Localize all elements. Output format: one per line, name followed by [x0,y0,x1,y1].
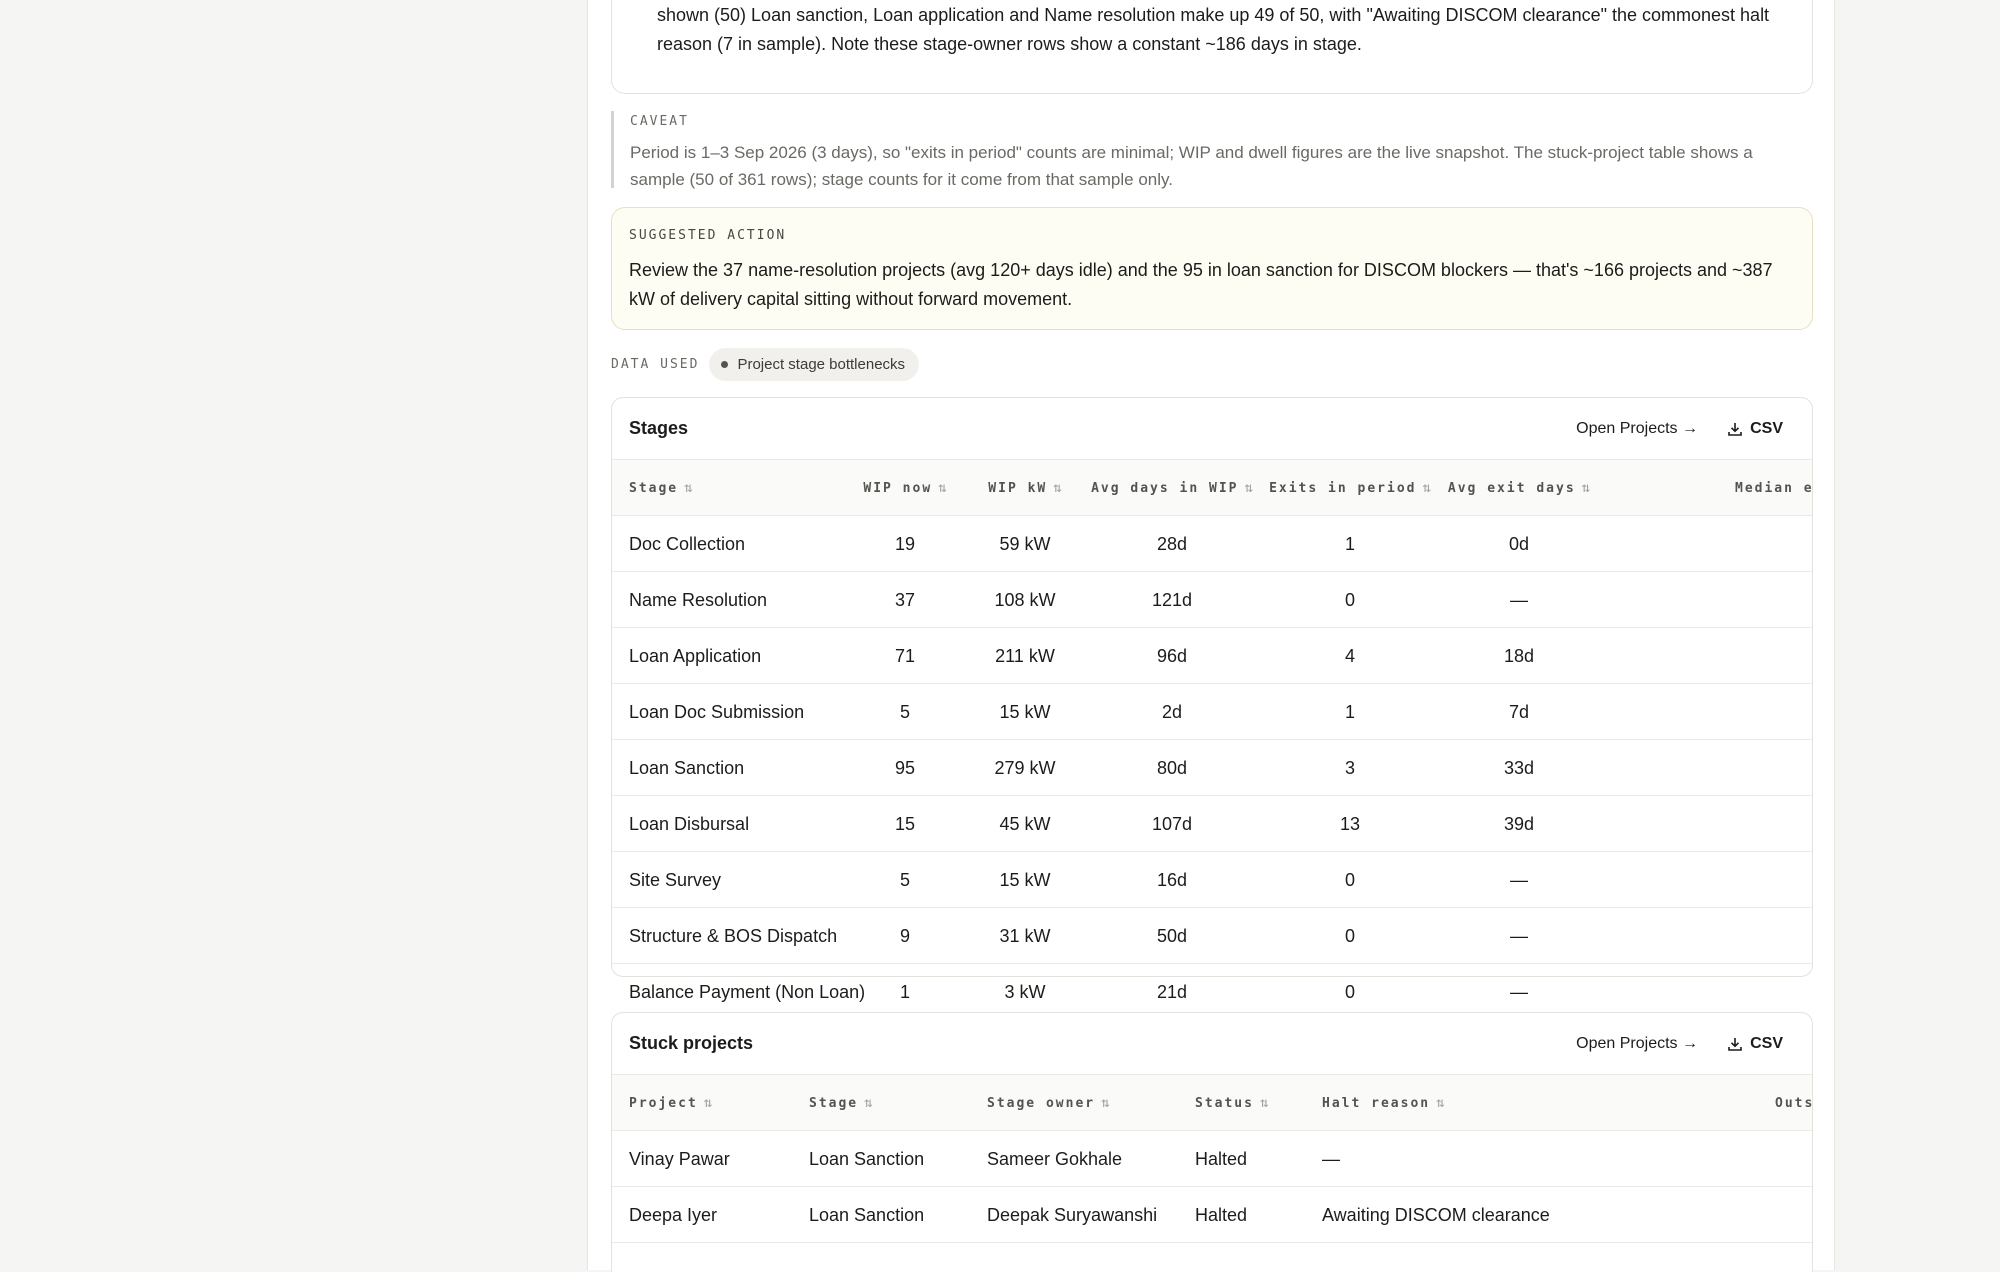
stage-col-header[interactable] [629,460,693,516]
table-cell: Doc Collection [629,533,746,554]
csv-download-button[interactable] [1727,417,1783,441]
column-label: Stage owner [987,1095,1096,1111]
summary-list [657,0,1787,59]
stuck-col-header[interactable] [987,1075,1110,1131]
stuck-col-header[interactable] [1322,1075,1445,1131]
table-cell: Deepa Iyer [629,1204,718,1225]
suggested-action-text: Review the 37 name-resolution projects (avg 120+ days idle) and the 95 in loan sanction for DISCOM blockers — that's ~166 projects and ~387 kW of delivery capital sitting without forward movement. [629,260,1773,309]
stage-col-header[interactable] [1439,460,1599,516]
stages-panel [611,397,1814,1002]
table-cell: Loan Sanction [809,1148,925,1169]
table-cell: 50d [1156,925,1188,946]
open-projects-link[interactable]: Open Projects → [1576,1035,1698,1052]
table-cell: 39d [1503,813,1535,834]
table-cell: 28d [1156,533,1188,554]
table-cell: 2d [1161,701,1183,722]
table-cell: 45 kW [999,813,1051,834]
table-cell: Halted [1195,1148,1248,1169]
csv-label: CSV [1750,420,1783,437]
table-cell: — [1510,925,1528,946]
data-used [611,347,919,381]
column-label: Stage [809,1095,859,1111]
table-cell: 5 [899,701,910,722]
table-cell: 279 kW [994,757,1056,778]
stuck-projects-title: Stuck projects [629,1033,754,1053]
table-cell: 15 kW [999,701,1051,722]
table-cell: Loan Doc Submission [629,701,805,722]
suggested-action-card [611,207,1813,330]
table-cell: 5 [899,869,910,890]
sort-arrows-icon[interactable]: ⇅ [1053,480,1062,496]
stuck-col-header[interactable] [809,1075,873,1131]
table-cell: — [1322,1148,1340,1169]
table-row[interactable] [612,1187,1812,1243]
data-used-label: DATA USED [611,356,700,372]
table-cell: Structure & BOS Dispatch [629,925,838,946]
table-cell: Name Resolution [629,589,768,610]
table-row[interactable] [612,1131,1812,1187]
table-cell: 37 [894,589,916,610]
sort-arrows-icon[interactable]: ⇅ [1244,480,1253,496]
suggested-action-label: SUGGESTED ACTION [629,228,787,243]
table-cell: 107d [1151,813,1193,834]
table-row[interactable] [612,908,1812,964]
download-icon [1727,1036,1743,1052]
csv-download-button[interactable] [1727,1032,1783,1056]
column-label: Median e [1735,480,1814,496]
column-label: WIP now [863,480,933,496]
stage-col-header[interactable] [1735,460,1814,516]
column-label: Avg days in WIP [1091,480,1239,496]
stage-col-header[interactable] [842,460,968,516]
table-cell: Halted [1195,1204,1248,1225]
download-icon [1727,421,1743,437]
table-cell: 0 [1344,925,1355,946]
table-cell: 1 [1344,701,1355,722]
stage-col-header[interactable] [1260,460,1440,516]
stages-table-header [612,460,1812,516]
summary-bullet: • shown (50) Loan sanction, Loan application and Name resolution make up 49 of 50, with "Awaiting DISCOM clearance" the commonest halt reason (7 in sample). Note these stage-owner rows show a constant ~186 days in stage. [657,0,1787,59]
table-cell: 19 [894,533,916,554]
table-cell: 0 [1344,869,1355,890]
dot-icon [721,361,728,368]
stages-title: Stages [629,418,689,438]
sort-arrows-icon[interactable]: ⇅ [1436,1095,1445,1111]
sort-arrows-icon[interactable]: ⇅ [684,480,693,496]
table-cell: 15 kW [999,869,1051,890]
stuck-table-header [612,1075,1815,1131]
table-cell: Awaiting DISCOM clearance [1322,1204,1550,1225]
caveat-label: CAVEAT [630,114,689,129]
data-source-chip-label: Project stage bottlenecks [737,355,906,373]
table-cell: 211 kW [995,645,1055,666]
table-cell: 95 [894,757,916,778]
stuck-panel-header [612,1013,1812,1075]
table-row[interactable] [612,684,1812,740]
column-label: Project [629,1095,698,1111]
main-column [587,0,1835,1270]
sort-arrows-icon[interactable]: ⇅ [1422,480,1431,496]
table-cell: 59 kW [999,533,1051,554]
stage-col-header[interactable] [1082,460,1262,516]
column-label: Stage [629,480,679,496]
table-cell: 0d [1508,533,1530,554]
table-row[interactable] [612,852,1812,908]
table-row[interactable] [612,516,1812,572]
csv-label: CSV [1750,1035,1783,1052]
table-cell: 9 [899,925,910,946]
table-cell: 18d [1503,645,1535,666]
caveat-block [611,111,1813,188]
table-cell: Deepak Suryawanshi [987,1204,1158,1225]
sort-arrows-icon[interactable]: ⇅ [864,1095,873,1111]
table-row[interactable] [612,628,1812,684]
table-cell: Balance Payment (Non Loan) [629,981,866,1002]
table-cell: 121d [1151,589,1193,610]
sort-arrows-icon[interactable]: ⇅ [1581,480,1591,496]
table-cell: Sameer Gokhale [987,1148,1123,1169]
table-cell: Loan Disbursal [629,813,750,834]
caveat-text: Period is 1–3 Sep 2026 (3 days), so "exits in period" counts are minimal; WIP and dwell figures are the live snapshot. The stuck-project table shows a sample (50 of 361 rows); stage counts for it come from that sample only. [630,143,1753,189]
column-label: Status [1195,1095,1254,1111]
table-cell: 31 kW [999,925,1051,946]
table-row[interactable] [612,572,1812,628]
table-cell: 21d [1156,981,1188,1002]
open-projects-link[interactable]: Open Projects → [1576,420,1698,437]
sort-arrows-icon[interactable]: ⇅ [1259,1095,1269,1111]
column-label: WIP kW [988,480,1048,496]
stuck-projects-panel [611,1012,1813,1272]
table-cell: 33d [1503,757,1535,778]
table-cell: 108 kW [994,589,1056,610]
table-cell: 15 [894,813,916,834]
table-cell: 4 [1344,645,1355,666]
table-cell: Loan Application [629,645,762,666]
stuck-col-header[interactable] [1195,1075,1268,1131]
table-cell: — [1510,869,1528,890]
stages-panel-header [612,398,1812,460]
table-cell: 16d [1156,869,1188,890]
table-cell: 0 [1344,981,1355,1002]
table-cell: 3 kW [1004,981,1046,1002]
table-cell: 1 [1344,533,1355,554]
table-cell: 1 [899,981,910,1002]
stage-col-header[interactable] [967,460,1083,516]
table-cell: 3 [1344,757,1355,778]
table-cell: 13 [1339,813,1361,834]
table-cell: 96d [1156,645,1188,666]
table-cell: 7d [1508,701,1530,722]
table-cell: Loan Sanction [809,1204,925,1225]
table-row[interactable] [612,796,1812,852]
sort-arrows-icon[interactable]: ⇅ [703,1095,713,1111]
table-cell: 71 [894,645,916,666]
table-row[interactable] [612,740,1812,796]
column-label: Outs [1775,1095,1815,1111]
data-source-chip[interactable] [709,348,919,381]
table-cell: Site Survey [629,869,722,890]
table-cell: 80d [1156,757,1188,778]
column-label: Halt reason [1322,1095,1431,1111]
table-cell: Vinay Pawar [629,1148,730,1169]
table-cell: — [1510,981,1528,1002]
column-label: Exits in period [1269,480,1417,496]
table-cell: — [1510,589,1528,610]
summary-card [611,0,1813,94]
sort-arrows-icon[interactable]: ⇅ [938,480,947,496]
sort-arrows-icon[interactable]: ⇅ [1101,1095,1110,1111]
column-label: Avg exit days [1447,480,1576,496]
table-cell: 0 [1344,589,1355,610]
stuck-col-header[interactable] [1775,1075,1814,1131]
stuck-col-header[interactable] [629,1075,712,1131]
table-cell: Loan Sanction [629,757,745,778]
